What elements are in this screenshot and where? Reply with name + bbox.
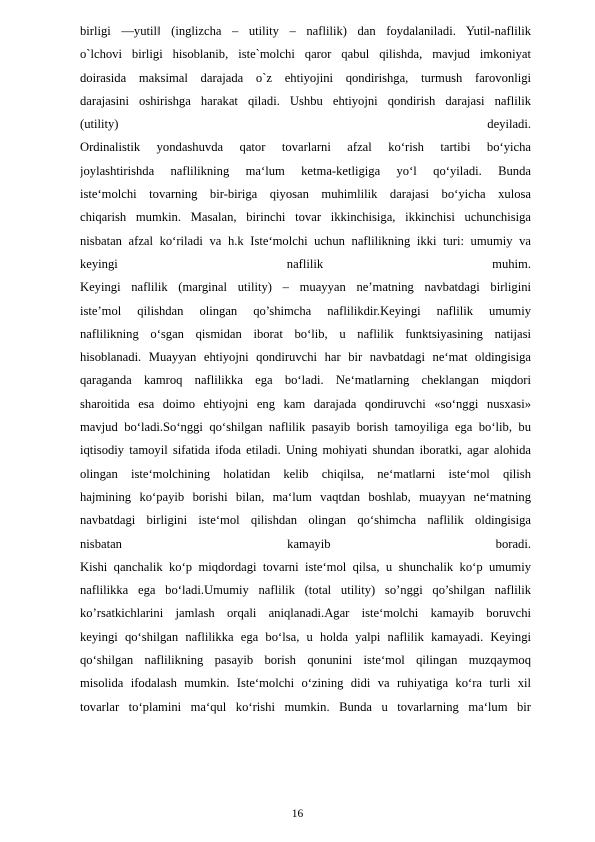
text-line: keyingi qo‘shilgan naflilikka ega bo‘lsa, u holda yalpi naflilik kamayadi. Keyingi <box>80 629 531 644</box>
text-line: hisoblanadi. Muayyan ehtiyojni qondiruvchi har bir navbatdagi ne‘mat oldingisiga <box>80 350 531 365</box>
text-line: sharoitida esa doimo ehtiyojni eng kam darajada qondiruvchi «so‘nggi nusxasi» <box>80 396 531 411</box>
text-line: iste‘molchi tovarning bir-biriga qiyosan muhimlilik darajasi bo‘yicha xulosa <box>80 187 531 202</box>
text-line: qo‘shilgan naflilikning pasayib borish qonunini iste‘mol qilingan muzqaymoq <box>80 653 531 668</box>
text-line: hajmining ko‘payib borishi bilan, ma‘lum vaqtdan boshlab, muayyan ne‘matning <box>80 489 531 504</box>
text-line: misolida ifodalash mumkin. Iste‘molchi o‘zining didi va ruhiyatiga ko‘ra turli xil <box>80 676 531 691</box>
text-line: olingan iste‘molchining holatidan kelib chiqilsa, ne‘matlarni iste‘mol qilish <box>80 466 531 481</box>
text-line: Kishi qanchalik ko‘p miqdordagi tovarni iste‘mol qilsa, u shunchalik ko‘p umumiy <box>80 559 531 574</box>
text-line: navbatdagi birligini iste‘mol qilishdan olingan qo‘shimcha naflilik oldingisiga <box>80 513 531 528</box>
text-line: ko’rsatkichlarini jamlash orqali aniqlanadi.Agar iste‘molchi kamayib boruvchi <box>80 606 531 621</box>
text-line: naflilikka ega bo‘ladi.Umumiy naflilik (total utility) so’nggi qo’shilgan naflilik <box>80 583 531 598</box>
text-line: joylashtirishda naflilikning ma‘lum ketma-ketligiga yo‘l qo‘yiladi. Bunda <box>80 163 531 178</box>
text-line: nisbatan kamayib boradi. <box>80 536 531 551</box>
text-line: Ordinalistik yondashuvda qator tovarlarni afzal ko‘rish tartibi bo‘yicha <box>80 140 531 155</box>
text-line: mavjud bo‘ladi.So‘nggi qo‘shilgan naflilik pasayib borish tamoyiliga ega bo‘lib, bu <box>80 420 531 435</box>
text-line: tovarlar to‘plamini ma‘qul ko‘rishi mumkin. Bunda u tovarlarning ma‘lum bir <box>80 699 531 714</box>
text-line: naflilikning o‘sgan qismidan iborat bo‘lib, u naflilik funktsiyasining natijasi <box>80 326 531 341</box>
text-line: chiqarish mumkin. Masalan, birinchi tovar ikkinchisiga, ikkinchisi uchunchisiga <box>80 210 531 225</box>
text-line: Keyingi naflilik (marginal utility) – muayyan ne’matning navbatdagi birligini <box>80 280 531 295</box>
text-line: keyingi naflilik muhim. <box>80 256 531 271</box>
text-line: doirasida maksimal darajada o`z ehtiyojini qondirishga, turmush farovonligi <box>80 70 531 85</box>
document-body <box>80 20 531 719</box>
text-line: iste’mol qilishdan olingan qo’shimcha naflilikdir.Keyingi naflilik umumiy <box>80 303 531 318</box>
text-line: (utility) deyiladi. <box>80 117 531 132</box>
text-line: darajasini oshirishga harakat qiladi. Ushbu ehtiyojni qondirish darajasi naflilik <box>80 93 531 108</box>
text-line: qaraganda kamroq naflilikka ega bo‘ladi. Ne‘matlarning cheklangan miqdori <box>80 373 531 388</box>
page-number: 16 <box>291 808 304 820</box>
text-line: iqtisodiy tamoyil sifatida ifoda etiladi. Uning mohiyati shundan iboratki, agar alohida <box>80 443 531 458</box>
text-line: birligi —yutil‖ (inglizcha – utility – naflilik) dan foydalaniladi. Yutil-naflilik <box>80 24 531 38</box>
text-line: o`lchovi birligi hisoblanib, iste`molchi qaror qabul qilishda, mavjud imkoniyat <box>80 47 531 62</box>
text-line: nisbatan afzal ko‘riladi va h.k Iste‘molchi uchun naflilikning ikki turi: umumiy va <box>80 233 531 248</box>
